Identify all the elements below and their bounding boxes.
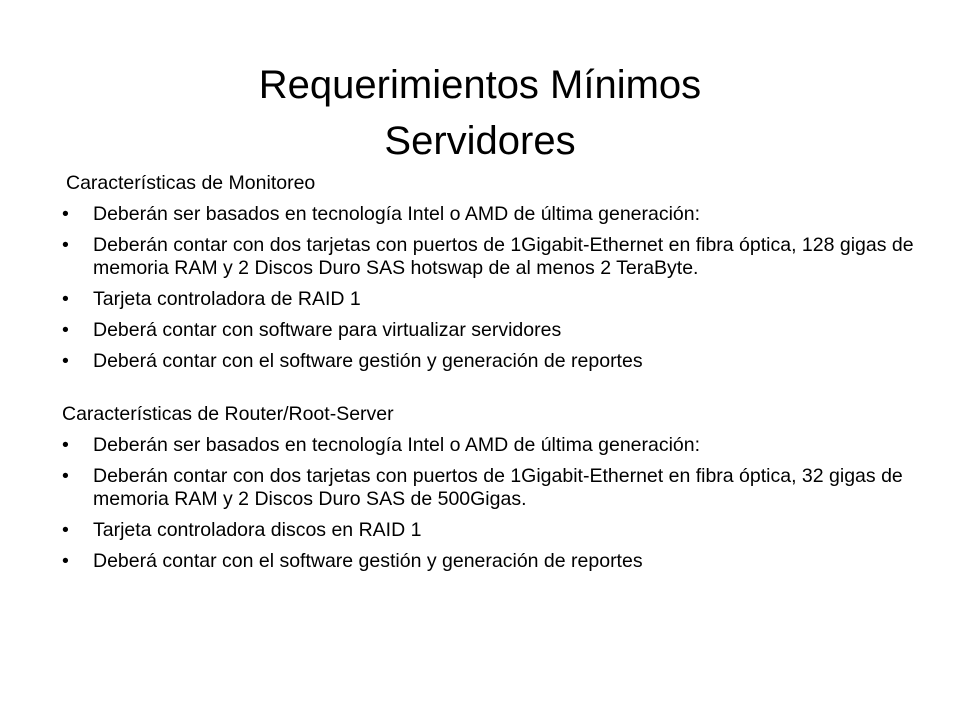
bullet-icon: • xyxy=(62,519,69,541)
bullet-icon: • xyxy=(62,465,69,487)
list-item xyxy=(62,234,922,280)
list-item xyxy=(62,434,922,457)
section-heading-router: Características de Router/Root-Server xyxy=(62,403,394,425)
slide-title-line-1: Requerimientos Mínimos xyxy=(258,62,702,107)
list-item xyxy=(62,288,922,311)
slide-title xyxy=(40,57,920,169)
list-item-text: Tarjeta controladora de RAID 1 xyxy=(93,288,361,310)
bullet-icon: • xyxy=(62,234,69,256)
list-item-text: Deberá contar con el software gestión y generación de reportes xyxy=(93,550,643,572)
list-item xyxy=(62,550,922,573)
section-heading-monitoreo: Características de Monitoreo xyxy=(66,172,316,194)
bullet-list-router xyxy=(62,434,922,573)
list-item xyxy=(62,350,922,373)
bullet-icon: • xyxy=(62,550,69,572)
list-item-text: Deberán ser basados en tecnología Intel o AMD de última generación: xyxy=(93,434,701,456)
list-item-text: Deberá contar con software para virtualizar servidores xyxy=(93,319,562,341)
bullet-icon: • xyxy=(62,203,69,225)
bullet-icon: • xyxy=(62,350,69,372)
bullet-icon: • xyxy=(62,288,69,310)
list-item-text: Deberán ser basados en tecnología Intel o AMD de última generación: xyxy=(93,203,701,225)
slide-title-line-2: Servidores xyxy=(384,118,576,163)
list-item xyxy=(62,319,922,342)
list-item xyxy=(62,519,922,542)
bullet-icon: • xyxy=(62,434,69,456)
list-item-text: Deberá contar con el software gestión y generación de reportes xyxy=(93,350,643,372)
list-item-text: Deberán contar con dos tarjetas con puertos de 1Gigabit-Ethernet en fibra óptica, 128 gigas de memoria RAM y 2 Discos Duro SAS hotswap de al menos 2 TeraByte. xyxy=(93,234,914,279)
bullet-icon: • xyxy=(62,319,69,341)
bullet-list-monitoreo xyxy=(62,203,922,373)
list-item-text: Deberán contar con dos tarjetas con puertos de 1Gigabit-Ethernet en fibra óptica, 32 gigas de memoria RAM y 2 Discos Duro SAS de 500Gigas. xyxy=(93,465,903,510)
list-item xyxy=(62,203,922,226)
slide-body xyxy=(62,172,922,581)
list-item-text: Tarjeta controladora discos en RAID 1 xyxy=(93,519,422,541)
list-item xyxy=(62,465,922,511)
